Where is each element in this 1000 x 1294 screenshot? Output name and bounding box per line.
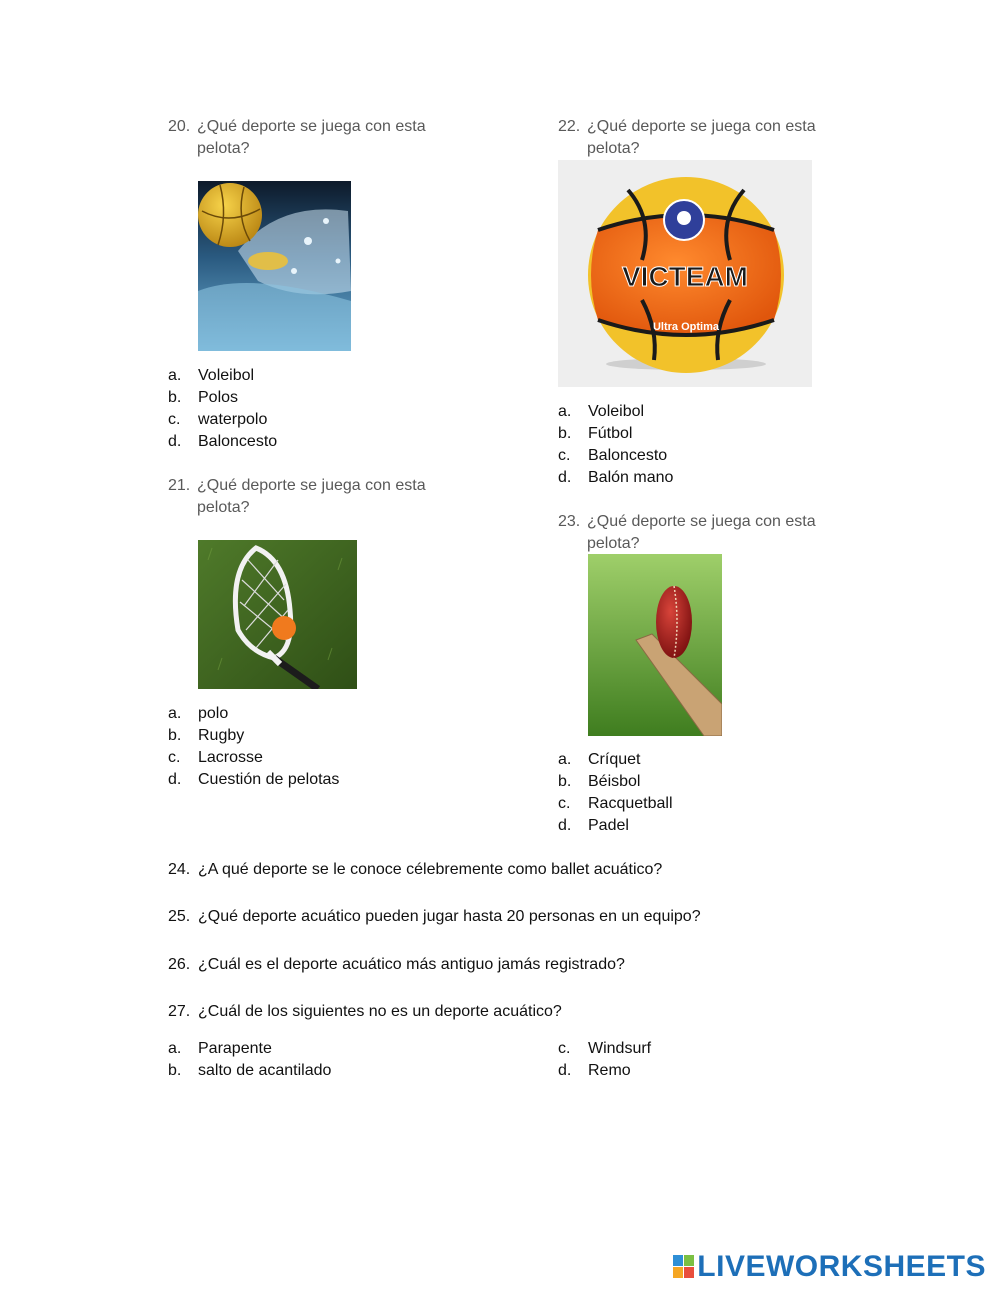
option-letter: d. (558, 1062, 572, 1079)
option-label: Racquetball (588, 795, 673, 812)
handball-ball-image (558, 160, 812, 387)
option-label: Padel (588, 817, 629, 834)
question-text: ¿Qué deporte se juega con esta pelota? (587, 513, 816, 552)
option-letter: a. (168, 1040, 182, 1057)
liveworksheets-logo-text: LIVEWORKSHEETS (697, 1250, 986, 1283)
question-number: 20. (168, 118, 191, 135)
liveworksheets-logo[interactable] (673, 1250, 986, 1284)
question-number: 24. (168, 861, 191, 878)
liveworksheets-logo-icon (673, 1255, 695, 1279)
option-letter: a. (558, 751, 572, 768)
lacrosse-stick-image (198, 540, 357, 689)
question-text: ¿Cuál es el deporte acuático más antiguo jamás registrado? (198, 956, 625, 973)
option-letter: d. (168, 771, 182, 788)
option-label: Críquet (588, 751, 641, 768)
option-letter: c. (168, 411, 181, 428)
option-label: Cuestión de pelotas (198, 771, 340, 788)
question-number: 22. (558, 118, 581, 135)
option-letter: b. (168, 1062, 182, 1079)
option-letter: a. (168, 367, 182, 384)
waterpolo-ball-image (198, 181, 351, 351)
option-label: Parapente (198, 1040, 272, 1057)
option-label: Polos (198, 389, 239, 406)
option-label: waterpolo (198, 411, 268, 428)
option-label: Baloncesto (588, 447, 668, 464)
option-letter: a. (168, 705, 182, 722)
question-text: ¿A qué deporte se le conoce célebremente como ballet acuático? (198, 861, 663, 878)
option-letter: b. (168, 389, 182, 406)
question-number: 26. (168, 956, 191, 973)
option-label: polo (198, 705, 229, 722)
option-letter: c. (558, 447, 571, 464)
question-number: 21. (168, 477, 191, 494)
question-number: 27. (168, 1003, 191, 1020)
question-text: ¿Qué deporte acuático pueden jugar hasta 20 personas en un equipo? (198, 908, 701, 925)
option-label: Rugby (198, 727, 245, 744)
question-text: ¿Qué deporte se juega con esta pelota? (197, 118, 426, 157)
option-letter: d. (168, 433, 182, 450)
option-letter: b. (558, 425, 572, 442)
question-number: 23. (558, 513, 581, 530)
option-letter: a. (558, 403, 572, 420)
option-letter: d. (558, 469, 572, 486)
option-label: Windsurf (588, 1040, 652, 1057)
question-text: ¿Cuál de los siguientes no es un deporte acuático? (198, 1003, 562, 1020)
option-label: Voleibol (588, 403, 645, 420)
option-label: salto de acantilado (198, 1062, 332, 1079)
cricket-ball-image (588, 554, 722, 736)
ball-model-text: Ultra Optima (652, 321, 720, 333)
option-label: Lacrosse (198, 749, 263, 766)
option-letter: d. (558, 817, 572, 834)
option-letter: c. (168, 749, 181, 766)
option-letter: b. (168, 727, 182, 744)
option-label: Remo (588, 1062, 631, 1079)
question-number: 25. (168, 908, 191, 925)
question-text: ¿Qué deporte se juega con esta pelota? (587, 118, 816, 157)
ball-brand-text: VICTEAM (622, 261, 748, 292)
option-label: Voleibol (198, 367, 255, 384)
option-label: Béisbol (588, 773, 641, 790)
option-label: Fútbol (588, 425, 633, 442)
option-label: Baloncesto (198, 433, 278, 450)
question-text: ¿Qué deporte se juega con esta pelota? (197, 477, 426, 516)
option-letter: c. (558, 795, 571, 812)
option-letter: c. (558, 1040, 571, 1057)
option-label: Balón mano (588, 469, 674, 486)
option-letter: b. (558, 773, 572, 790)
